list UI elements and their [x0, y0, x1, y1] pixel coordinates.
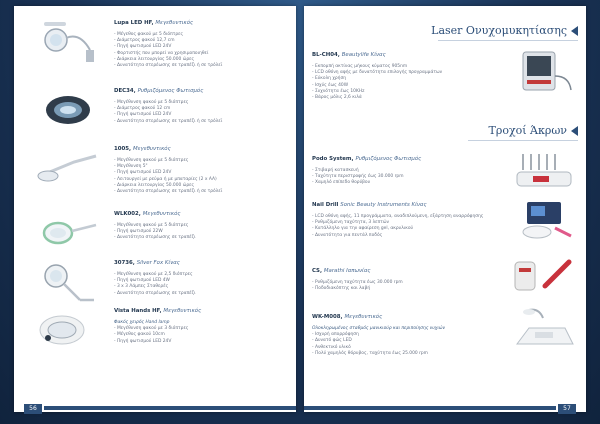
micromotor-icon: [509, 252, 579, 296]
product-features: Ολοκληρωμένος σταθμός μανικιούρ και περιποίησης νυχιών - Ισχυρή απορρόφηση - Δυνατό φώς LED - Ανθεκτικό υλικό - Πολύ χαμηλός θόρυβος, ταχύτητα έως 25.000 rpm: [312, 326, 446, 356]
product-features: - Στιβαρή κατασκευή - Ταχύτητα περιστροφής έως 30.000 rpm - Χαμηλό επίπεδο θορύβου: [312, 168, 404, 186]
product-title: WK-M008, Μεγεθυντικός: [312, 314, 383, 320]
chevron-left-icon: [571, 26, 578, 36]
page-footer-bar: [304, 406, 556, 410]
section-divider: [468, 140, 578, 141]
floor-magnifier-icon: [34, 260, 104, 304]
product-features: - Μέγεθος φακού με 5 διόπτρες - Διάμετρος φακού 12,7 cm - Πηγή φωτισμού LED 24V - Φορτιστής που μπορεί να χρησιμοποιηθεί - Διάρκεια λειτουργίας 50.000 ώρες - Δυνατότητα στερέωσης σε τραπέζι ή σε τρόλεϊ: [114, 32, 223, 69]
product-title: BL-CH04, Beautylife Κίνας: [312, 52, 386, 58]
section-title-drills: Τροχοί Άκρων: [489, 124, 578, 137]
product-title: 30736, Silver Fox Κίνας: [114, 260, 180, 266]
page-number: 57: [558, 404, 576, 414]
product-features: - Μεγέθυνση φακού με 5 διόπτρες - Πηγή φωτισμού 22W - Δυνατότητα στερέωσης σε τραπέζι: [114, 223, 196, 241]
laser-device-icon: [509, 50, 579, 94]
product-title: Vista Hands HF, Μεγεθυντικός: [114, 308, 202, 314]
product-title: DEC34, Ρυθμιζόμενος Φωτισμός: [114, 88, 204, 94]
nail-drill-kit-icon: [509, 198, 579, 242]
product-title: Podo System, Ρυθμιζόμενος Φωτισμός: [312, 156, 422, 162]
section-title-laser: Laser Ονυχομυκητίασης: [431, 24, 578, 37]
page-footer-bar: [44, 406, 296, 410]
desk-lamp-icon: [34, 20, 104, 64]
right-page: [304, 6, 586, 412]
product-title: CS, Marathi Ιαπωνίας: [312, 268, 371, 274]
page-number: 56: [24, 404, 42, 414]
arm-lamp-icon: [34, 146, 104, 190]
product-title: Nail Drill Sonic Beauty Instruments Κίνας: [312, 202, 427, 208]
product-features: - Μεγέθυνση φακού με 2,5 διόπτρες - Πηγή φωτισμού LED 4W - 3 x 3 Λάμπες Σταθερές - Δυνατότητα στερέωσης σε τραπέζι: [114, 272, 196, 296]
product-features: - Ρυθμιζόμενη ταχύτητα έως 30.000 rpm - Ποδοδιακόπτης και λαβή: [312, 280, 403, 292]
chevron-left-icon: [571, 126, 578, 136]
product-features: Φακός χειρός Hand lamp - Μεγέθυνση φακού με 3 διόπτρες - Μέγεθος φακού 10cm - Πηγή φωτισμού LED 24V: [114, 320, 189, 344]
hand-lamp-icon: [34, 308, 104, 352]
product-title: Lupa LED HF, Μεγεθυντικός: [114, 20, 194, 26]
product-title: WLK002, Μεγεθυντικός: [114, 211, 181, 217]
ring-lamp-icon: [34, 88, 104, 132]
product-features: - Μεγέθυνση φακού με 5 διόπτρες - Διάμετρος φακού 12 cm - Πηγή φωτισμού LED 24V - Δυνατότητα στερέωσης σε τραπέζι ή σε τρόλεϊ: [114, 100, 223, 124]
podo-drill-icon: [509, 150, 579, 194]
manicure-station-icon: [509, 306, 579, 350]
magnifier-lamp-icon: [34, 211, 104, 255]
product-features: - Μεγέθυνση φακού με 5 διόπτρες - Μεγέθυνση 5" - Πηγή φωτισμού LED 24V - Λειτουργεί με ρεύμα ή με μπαταρίες (2 x AA) - Διάρκεια λειτουργίας 50.000 ώρες - Δυνατότητα στερέωσης σε τραπέζι ή σε τρόλεϊ: [114, 158, 223, 195]
left-page: [14, 6, 296, 412]
product-features: - Εκπομπή ακτίνας μήκους κύματος 905nm - LCD οθόνη αφής με δυνατότητα επιλογής προγραμμάτων - Εύκολη χρήση - Ισχύς έως 40W - Συχνότητα έως 10KHz - Βάρος μόλις 2,6 κιλά: [312, 64, 443, 101]
product-title: 1005, Μεγεθυντικός: [114, 146, 171, 152]
section-divider: [438, 40, 578, 41]
product-features: - LCD οθόνη αφής, 11 προγράμματα, αναδιπλούμενη, εξάρτηση αναρρόφησης - Ρυθμιζόμενη ταχύτητα, 3 λεπτών - Κατάλληλο για την αφαίρεση gel, ακρυλικού - Δυνατότητα για πεντάλ ποδός: [312, 214, 484, 238]
